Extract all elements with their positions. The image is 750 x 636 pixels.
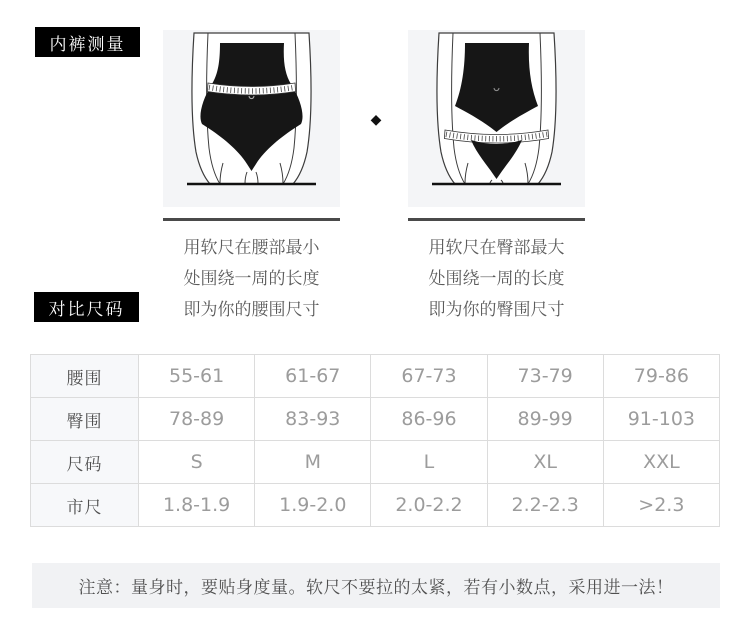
measure-note-text: 注意：量身时，要贴身度量。软尺不要拉的太紧，若有小数点，采用进一法！ <box>78 578 674 598</box>
size-comparison-table <box>30 354 720 527</box>
figure-divider <box>163 218 340 221</box>
hip-measure-illustration <box>408 30 585 207</box>
table-row <box>31 484 720 527</box>
waist-measure-figure <box>163 30 340 207</box>
table-value-cell: 1.9-2.0 <box>255 484 371 527</box>
table-value-cell: 61-67 <box>255 355 371 398</box>
table-value-cell: >2.3 <box>603 484 719 527</box>
caption-line: 即为你的臀围尺寸 <box>428 300 565 320</box>
table-row <box>31 441 720 484</box>
table-value-cell: 67-73 <box>371 355 487 398</box>
table-value-cell: 2.0-2.2 <box>371 484 487 527</box>
table-value-cell: 2.2-2.3 <box>487 484 603 527</box>
table-value-cell: 55-61 <box>139 355 255 398</box>
table-value-cell: XXL <box>603 441 719 484</box>
table-value-cell: 78-89 <box>139 398 255 441</box>
table-value-cell: 91-103 <box>603 398 719 441</box>
diamond-separator-icon <box>366 110 386 130</box>
table-value-cell: 1.8-1.9 <box>139 484 255 527</box>
waist-measure-caption <box>139 233 364 326</box>
table-value-cell: 86-96 <box>371 398 487 441</box>
table-label-cell: 尺码 <box>31 441 139 484</box>
waist-measure-illustration <box>163 30 340 207</box>
measure-note-banner <box>32 563 720 608</box>
table-label-cell: 臀围 <box>31 398 139 441</box>
table-label-cell: 市尺 <box>31 484 139 527</box>
table-value-cell: S <box>139 441 255 484</box>
caption-line: 用软尺在腰部最小 <box>183 238 320 258</box>
caption-line: 处围绕一周的长度 <box>428 269 565 289</box>
table-row <box>31 398 720 441</box>
figure-divider <box>408 218 585 221</box>
section-title-measure: 内裤测量 <box>35 27 140 57</box>
section-title-compare: 对比尺码 <box>34 292 139 322</box>
caption-line: 用软尺在臀部最大 <box>428 238 565 258</box>
table-value-cell: 79-86 <box>603 355 719 398</box>
table-row <box>31 355 720 398</box>
table-value-cell: 73-79 <box>487 355 603 398</box>
table-value-cell: 83-93 <box>255 398 371 441</box>
table-value-cell: L <box>371 441 487 484</box>
table-value-cell: M <box>255 441 371 484</box>
hip-measure-figure <box>408 30 585 207</box>
caption-line: 即为你的腰围尺寸 <box>183 300 320 320</box>
table-label-cell: 腰围 <box>31 355 139 398</box>
table-value-cell: 89-99 <box>487 398 603 441</box>
table-value-cell: XL <box>487 441 603 484</box>
caption-line: 处围绕一周的长度 <box>183 269 320 289</box>
hip-measure-caption <box>384 233 609 326</box>
diamond-glyph: ◆ <box>370 112 382 128</box>
